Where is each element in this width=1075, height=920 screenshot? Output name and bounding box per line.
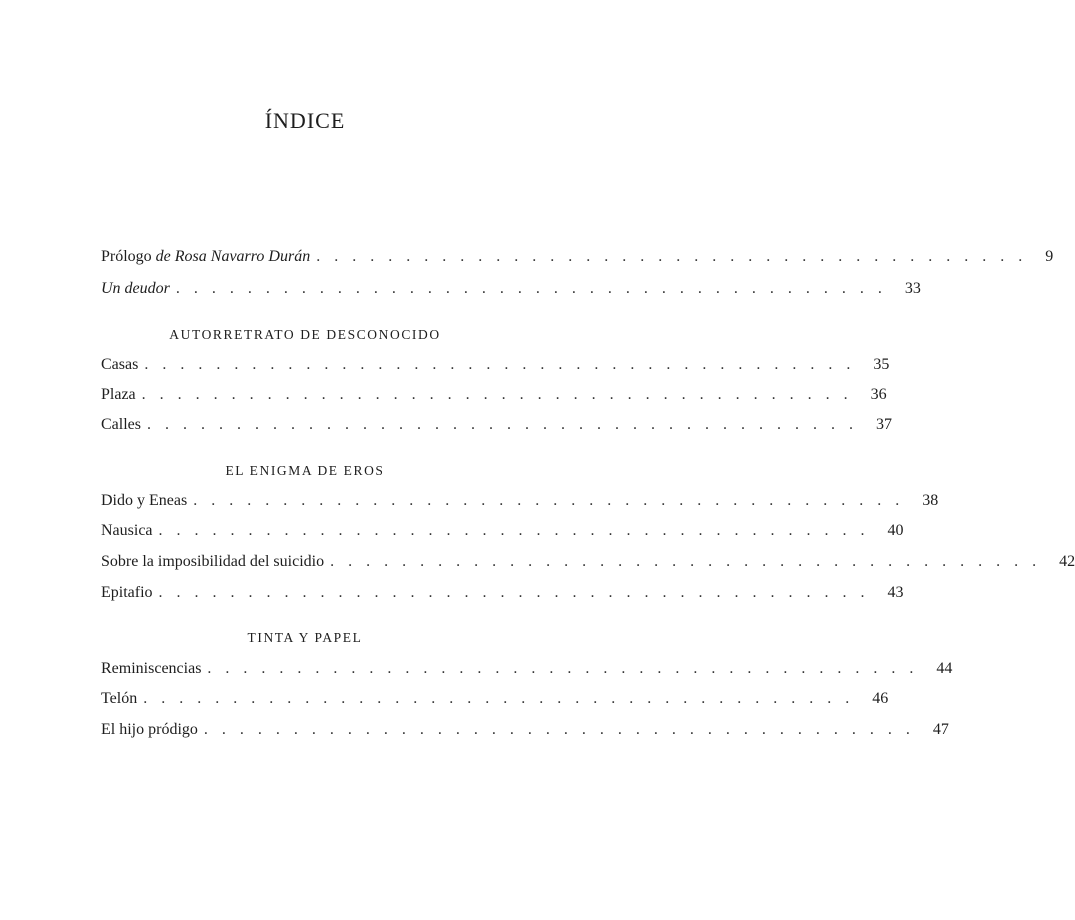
section-heading: AUTORRETRATO DE DESCONOCIDO <box>169 327 441 342</box>
leader-dots: . . . . . . . . . . . . . . . . . . . . . . . . . . . . . . . . . . . . . . . . <box>193 492 905 509</box>
toc-entry-page: 42 <box>1059 553 1075 570</box>
section-heading: EL ENIGMA DE EROS <box>225 463 385 478</box>
toc-entry-label: Reminiscencias <box>101 660 202 677</box>
toc-entry-label: Nausica <box>101 522 153 539</box>
toc-entry <box>101 553 1075 577</box>
leader-dots: . . . . . . . . . . . . . . . . . . . . . . . . . . . . . . . . . . . . . . . . <box>158 584 870 601</box>
toc-entry <box>101 584 904 608</box>
toc-entry-label: Calles <box>101 416 141 433</box>
toc-entry-page: 36 <box>870 386 887 403</box>
toc-entry <box>101 356 890 380</box>
toc-entry <box>101 416 892 440</box>
toc-entry-page: 43 <box>887 584 904 601</box>
toc-entry-page: 9 <box>1045 248 1054 265</box>
toc-entry-label: El hijo pródigo <box>101 721 198 738</box>
toc-entry-page: 47 <box>932 721 949 738</box>
toc-entry-label: Epitafio <box>101 584 153 601</box>
toc-entry <box>101 522 904 546</box>
toc-entry-label: Casas <box>101 356 139 373</box>
toc-entry <box>101 492 939 516</box>
toc-entry-page: 46 <box>872 690 889 707</box>
toc-entry-label: Dido y Eneas <box>101 492 188 509</box>
toc-entry <box>101 386 887 410</box>
toc-entry-label: Sobre la imposibilidad del suicidio <box>101 553 325 570</box>
toc-entry-page: 40 <box>887 522 904 539</box>
leader-dots: . . . . . . . . . . . . . . . . . . . . . . . . . . . . . . . . . . . . . . . . <box>141 386 853 403</box>
toc-entry <box>101 248 1054 272</box>
leader-dots: . . . . . . . . . . . . . . . . . . . . . . . . . . . . . . . . . . . . . . . . <box>203 721 915 738</box>
page-title: ÍNDICE <box>264 108 346 133</box>
leader-dots: . . . . . . . . . . . . . . . . . . . . . . . . . . . . . . . . . . . . . . . . <box>147 416 858 433</box>
toc-entry <box>101 660 953 684</box>
section-heading: TINTA Y PAPEL <box>247 630 363 645</box>
toc-entry <box>101 280 921 304</box>
toc-entry-label: Un deudor <box>101 280 170 297</box>
leader-dots: . . . . . . . . . . . . . . . . . . . . . . . . . . . . . . . . . . . . . . . . <box>207 660 919 677</box>
leader-dots: . . . . . . . . . . . . . . . . . . . . . . . . . . . . . . . . . . . . . . . . <box>316 248 1028 265</box>
toc-entry-label: Prólogo de Rosa Navarro Durán <box>101 248 311 265</box>
leader-dots: . . . . . . . . . . . . . . . . . . . . . . . . . . . . . . . . . . . . . . . . <box>330 553 1042 570</box>
leader-dots: . . . . . . . . . . . . . . . . . . . . . . . . . . . . . . . . . . . . . . . . <box>175 280 887 297</box>
toc-entry-page: 37 <box>876 416 892 433</box>
toc-entry-page: 44 <box>936 660 953 677</box>
toc-entry-label: Telón <box>101 690 138 707</box>
leader-dots: . . . . . . . . . . . . . . . . . . . . . . . . . . . . . . . . . . . . . . . . <box>144 356 856 373</box>
toc-entry-page: 33 <box>904 280 921 297</box>
leader-dots: . . . . . . . . . . . . . . . . . . . . . . . . . . . . . . . . . . . . . . . . <box>143 690 855 707</box>
toc-entry <box>101 721 949 745</box>
leader-dots: . . . . . . . . . . . . . . . . . . . . . . . . . . . . . . . . . . . . . . . . <box>158 522 870 539</box>
toc-entry-page: 38 <box>922 492 939 509</box>
toc-entry <box>101 690 889 714</box>
toc-entry-page: 35 <box>873 356 890 373</box>
toc-entry-label: Plaza <box>101 386 136 403</box>
